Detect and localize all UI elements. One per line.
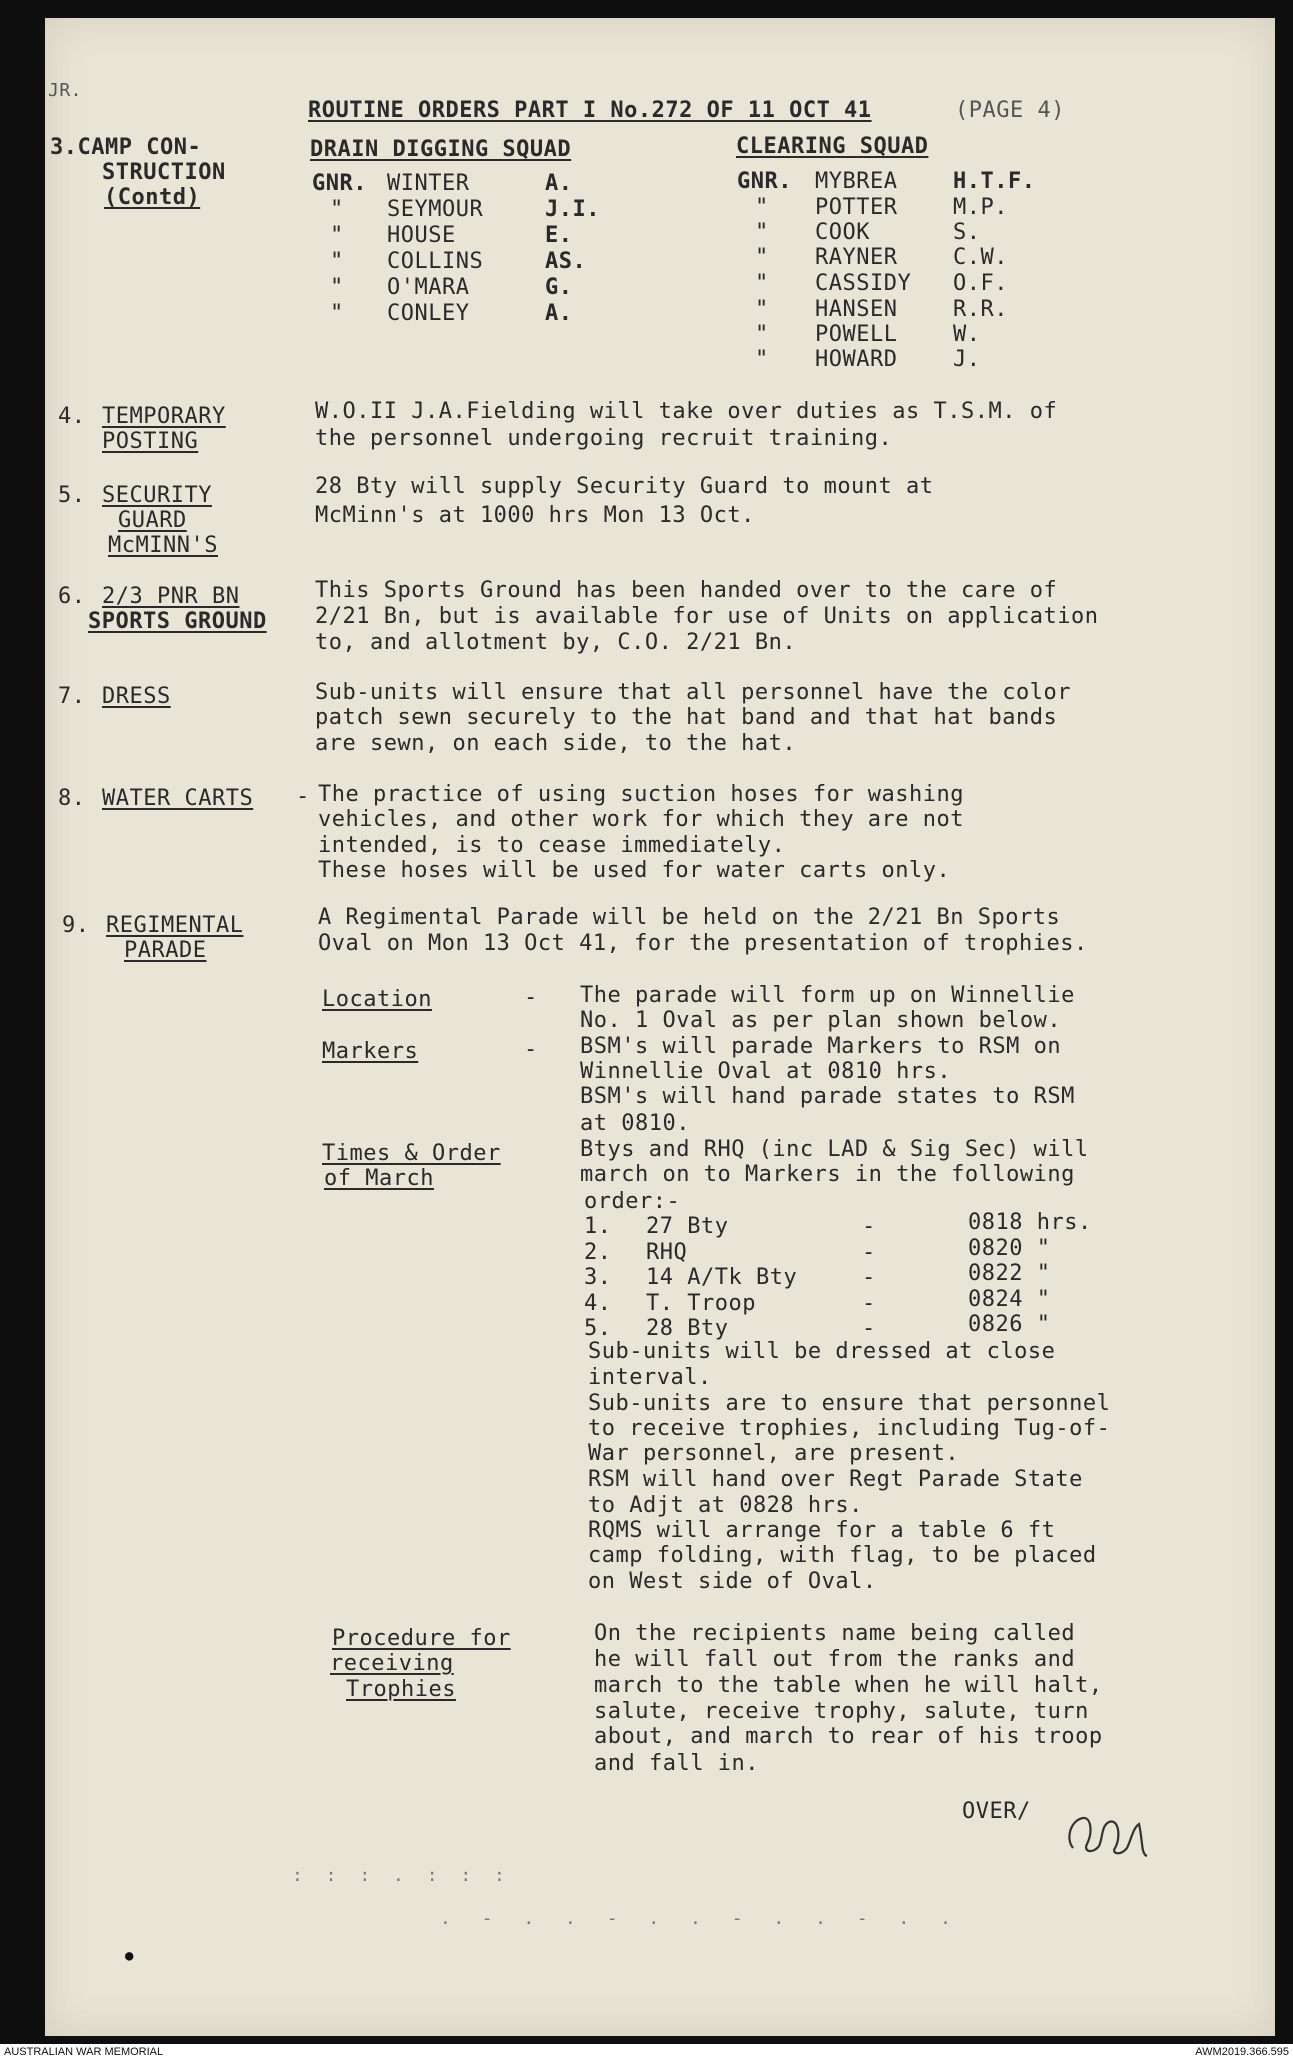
section-8-title: WATER CARTS	[102, 786, 254, 811]
drain-initials: AS.	[545, 249, 587, 274]
times-label-line2: of March	[324, 1166, 434, 1191]
clearing-name: HOWARD	[815, 347, 898, 372]
drain-name: WINTER	[387, 171, 470, 196]
procedure-label-line2: receiving	[330, 1651, 454, 1676]
times-line: order:-	[584, 1189, 681, 1214]
section-4-body-line: the personnel undergoing recruit training.	[315, 426, 893, 451]
order-dash: -	[862, 1240, 876, 1265]
section-5-title-line3: McMINN'S	[108, 533, 218, 558]
clearing-rank: "	[755, 322, 769, 347]
clearing-rank: "	[755, 347, 769, 372]
procedure-line: about, and march to rear of his troop	[594, 1724, 1103, 1749]
clearing-squad-heading: CLEARING SQUAD	[736, 134, 929, 159]
drain-rank: "	[330, 249, 344, 274]
section-5-number: 5.	[58, 483, 86, 508]
section-8-body-line: intended, is to cease immediately.	[318, 833, 786, 858]
smudge-marks: : : : . : : :	[292, 1865, 511, 1886]
footer-record-id: AWM2019.366.595	[1195, 2046, 1289, 2058]
section-3-title-line1: 3.CAMP CON-	[50, 135, 202, 160]
times-label-line1: Times & Order	[322, 1141, 501, 1166]
order-number: 3.	[584, 1265, 612, 1290]
section-6-body-line: 2/21 Bn, but is available for use of Units on application	[315, 604, 1099, 629]
section-4-body-line: W.O.II J.A.Fielding will take over duties as T.S.M. of	[315, 399, 1058, 424]
clearing-initials: W.	[953, 322, 981, 347]
parade-note-line: RSM will hand over Regt Parade State	[588, 1467, 1083, 1492]
order-dash: -	[862, 1214, 876, 1239]
clearing-initials: O.F.	[953, 271, 1008, 296]
clearing-rank: "	[755, 220, 769, 245]
clearing-name: POTTER	[815, 195, 898, 220]
parade-note-line: camp folding, with flag, to be placed	[588, 1543, 1097, 1568]
drain-initials: E.	[545, 223, 573, 248]
corner-mark: JR.	[48, 80, 83, 101]
section-7-body-line: Sub-units will ensure that all personnel have the color	[315, 680, 1071, 705]
section-9-title-line2: PARADE	[124, 938, 207, 963]
drain-name: O'MARA	[387, 275, 470, 300]
section-5-title-line1: SECURITY	[102, 483, 212, 508]
punch-mark: ●	[125, 1948, 134, 1964]
order-number: 4.	[584, 1291, 612, 1316]
drain-name: SEYMOUR	[387, 197, 484, 222]
section-7-body-line: are sewn, on each side, to the hat.	[315, 731, 797, 756]
order-dash: -	[862, 1291, 876, 1316]
drain-initials: A.	[545, 171, 573, 196]
section-9-title-line1: REGIMENTAL	[106, 913, 244, 938]
parade-note-line: on West side of Oval.	[588, 1569, 877, 1594]
section-9-number: 9.	[62, 913, 90, 938]
markers-dash: -	[524, 1037, 538, 1062]
archive-footer	[0, 2044, 1293, 2061]
drain-initials: J.I.	[545, 197, 600, 222]
clearing-rank: "	[755, 245, 769, 270]
section-6-title-line1: 2/3 PNR BN	[102, 584, 240, 609]
section-9-intro-line: Oval on Mon 13 Oct 41, for the presentation of trophies.	[318, 931, 1088, 956]
clearing-rank: "	[755, 297, 769, 322]
order-time: 0818 hrs.	[968, 1210, 1092, 1235]
markers-line: BSM's will parade Markers to RSM on	[580, 1034, 1062, 1059]
section-7-number: 7.	[58, 684, 86, 709]
clearing-initials: J.	[953, 347, 981, 372]
times-line: march on to Markers in the following	[580, 1162, 1075, 1187]
order-unit: 28 Bty	[646, 1316, 729, 1341]
location-line: No. 1 Oval as per plan shown below.	[580, 1008, 1062, 1033]
parade-note-line: to receive trophies, including Tug-of-	[588, 1416, 1111, 1441]
markers-line: Winnellie Oval at 0810 hrs.	[580, 1059, 952, 1084]
section-6-number: 6.	[58, 584, 86, 609]
section-8-body-line: vehicles, and other work for which they are not	[318, 807, 965, 832]
order-dash: -	[862, 1316, 876, 1341]
clearing-name: POWELL	[815, 322, 898, 347]
handwritten-initials	[1063, 1808, 1149, 1866]
order-number: 5.	[584, 1316, 612, 1341]
drain-rank: "	[330, 301, 344, 326]
clearing-rank: "	[755, 195, 769, 220]
drain-rank: "	[330, 197, 344, 222]
clearing-initials: S.	[953, 220, 981, 245]
drain-name: COLLINS	[387, 249, 484, 274]
order-unit: 14 A/Tk Bty	[646, 1265, 798, 1290]
clearing-initials: H.T.F.	[953, 169, 1036, 194]
location-line: The parade will form up on Winnellie	[580, 983, 1075, 1008]
parade-note-line: RQMS will arrange for a table 6 ft	[588, 1518, 1056, 1543]
order-time: 0824 "	[968, 1287, 1051, 1312]
section-8-number: 8.	[58, 786, 86, 811]
section-4-title-line1: TEMPORARY	[102, 404, 226, 429]
order-time: 0822 "	[968, 1261, 1051, 1286]
markers-line: at 0810.	[580, 1111, 690, 1136]
order-unit: RHQ	[646, 1240, 688, 1265]
section-8-body-line: The practice of using suction hoses for washing	[318, 782, 965, 807]
section-6-body-line: This Sports Ground has been handed over to the care of	[315, 578, 1058, 603]
clearing-name: RAYNER	[815, 245, 898, 270]
procedure-line: march to the table when he will halt,	[594, 1673, 1103, 1698]
section-8-dash: -	[296, 784, 310, 809]
parade-note-line: Sub-units are to ensure that personnel	[588, 1391, 1111, 1416]
clearing-rank: "	[755, 271, 769, 296]
page-reference: (PAGE 4)	[955, 98, 1065, 123]
faint-perforation-marks: . - . . - . . - . . - . .	[440, 1908, 961, 1929]
section-4-title-line2: POSTING	[102, 429, 199, 454]
drain-rank: "	[330, 223, 344, 248]
drain-rank: GNR.	[312, 171, 367, 196]
times-line: Btys and RHQ (inc LAD & Sig Sec) will	[580, 1137, 1089, 1162]
drain-initials: A.	[545, 301, 573, 326]
procedure-line: On the recipients name being called	[594, 1621, 1076, 1646]
drain-squad-heading: DRAIN DIGGING SQUAD	[310, 137, 572, 162]
section-5-body-line: 28 Bty will supply Security Guard to mount at	[315, 474, 934, 499]
section-7-body-line: patch sewn securely to the hat band and that hat bands	[315, 705, 1058, 730]
section-4-number: 4.	[58, 404, 86, 429]
order-number: 2.	[584, 1240, 612, 1265]
clearing-initials: M.P.	[953, 195, 1008, 220]
parade-note-line: Sub-units will be dressed at close	[588, 1339, 1056, 1364]
clearing-name: CASSIDY	[815, 271, 912, 296]
markers-line: BSM's will hand parade states to RSM	[580, 1084, 1075, 1109]
procedure-label-line3: Trophies	[346, 1677, 456, 1702]
section-3-title-line3: (Contd)	[104, 185, 201, 210]
order-unit: 27 Bty	[646, 1214, 729, 1239]
drain-name: CONLEY	[387, 301, 470, 326]
procedure-line: salute, receive trophy, salute, turn	[594, 1699, 1089, 1724]
markers-label: Markers	[322, 1039, 419, 1064]
clearing-name: COOK	[815, 220, 870, 245]
procedure-line: he will fall out from the ranks and	[594, 1647, 1076, 1672]
drain-name: HOUSE	[387, 223, 456, 248]
clearing-name: MYBREA	[815, 169, 898, 194]
page-title: ROUTINE ORDERS PART I No.272 OF 11 OCT 41	[308, 98, 872, 123]
section-6-title-line2: SPORTS GROUND	[88, 609, 267, 634]
order-number: 1.	[584, 1214, 612, 1239]
location-dash: -	[524, 985, 538, 1010]
section-8-body-line: These hoses will be used for water carts only.	[318, 858, 951, 883]
order-time: 0826 "	[968, 1312, 1051, 1337]
section-6-body-line: to, and allotment by, C.O. 2/21 Bn.	[315, 630, 797, 655]
over-label: OVER/	[962, 1799, 1031, 1824]
drain-initials: G.	[545, 275, 573, 300]
parade-note-line: interval.	[588, 1365, 712, 1390]
clearing-rank: GNR.	[737, 169, 792, 194]
section-9-intro-line: A Regimental Parade will be held on the 2/21 Bn Sports	[318, 905, 1061, 930]
drain-rank: "	[330, 275, 344, 300]
clearing-initials: R.R.	[953, 297, 1008, 322]
parade-note-line: to Adjt at 0828 hrs.	[588, 1493, 863, 1518]
clearing-name: HANSEN	[815, 297, 898, 322]
section-7-title: DRESS	[102, 684, 171, 709]
procedure-line: and fall in.	[594, 1751, 759, 1776]
footer-institution: AUSTRALIAN WAR MEMORIAL	[4, 2046, 164, 2058]
location-label: Location	[322, 987, 432, 1012]
procedure-label-line1: Procedure for	[332, 1626, 511, 1651]
section-5-body-line: McMinn's at 1000 hrs Mon 13 Oct.	[315, 503, 755, 528]
parade-note-line: War personnel, are present.	[588, 1441, 960, 1466]
order-time: 0820 "	[968, 1236, 1051, 1261]
clearing-initials: C.W.	[953, 245, 1008, 270]
order-unit: T. Troop	[646, 1291, 756, 1316]
section-3-title-line2: STRUCTION	[102, 160, 226, 185]
section-5-title-line2: GUARD	[118, 508, 187, 533]
order-dash: -	[862, 1265, 876, 1290]
